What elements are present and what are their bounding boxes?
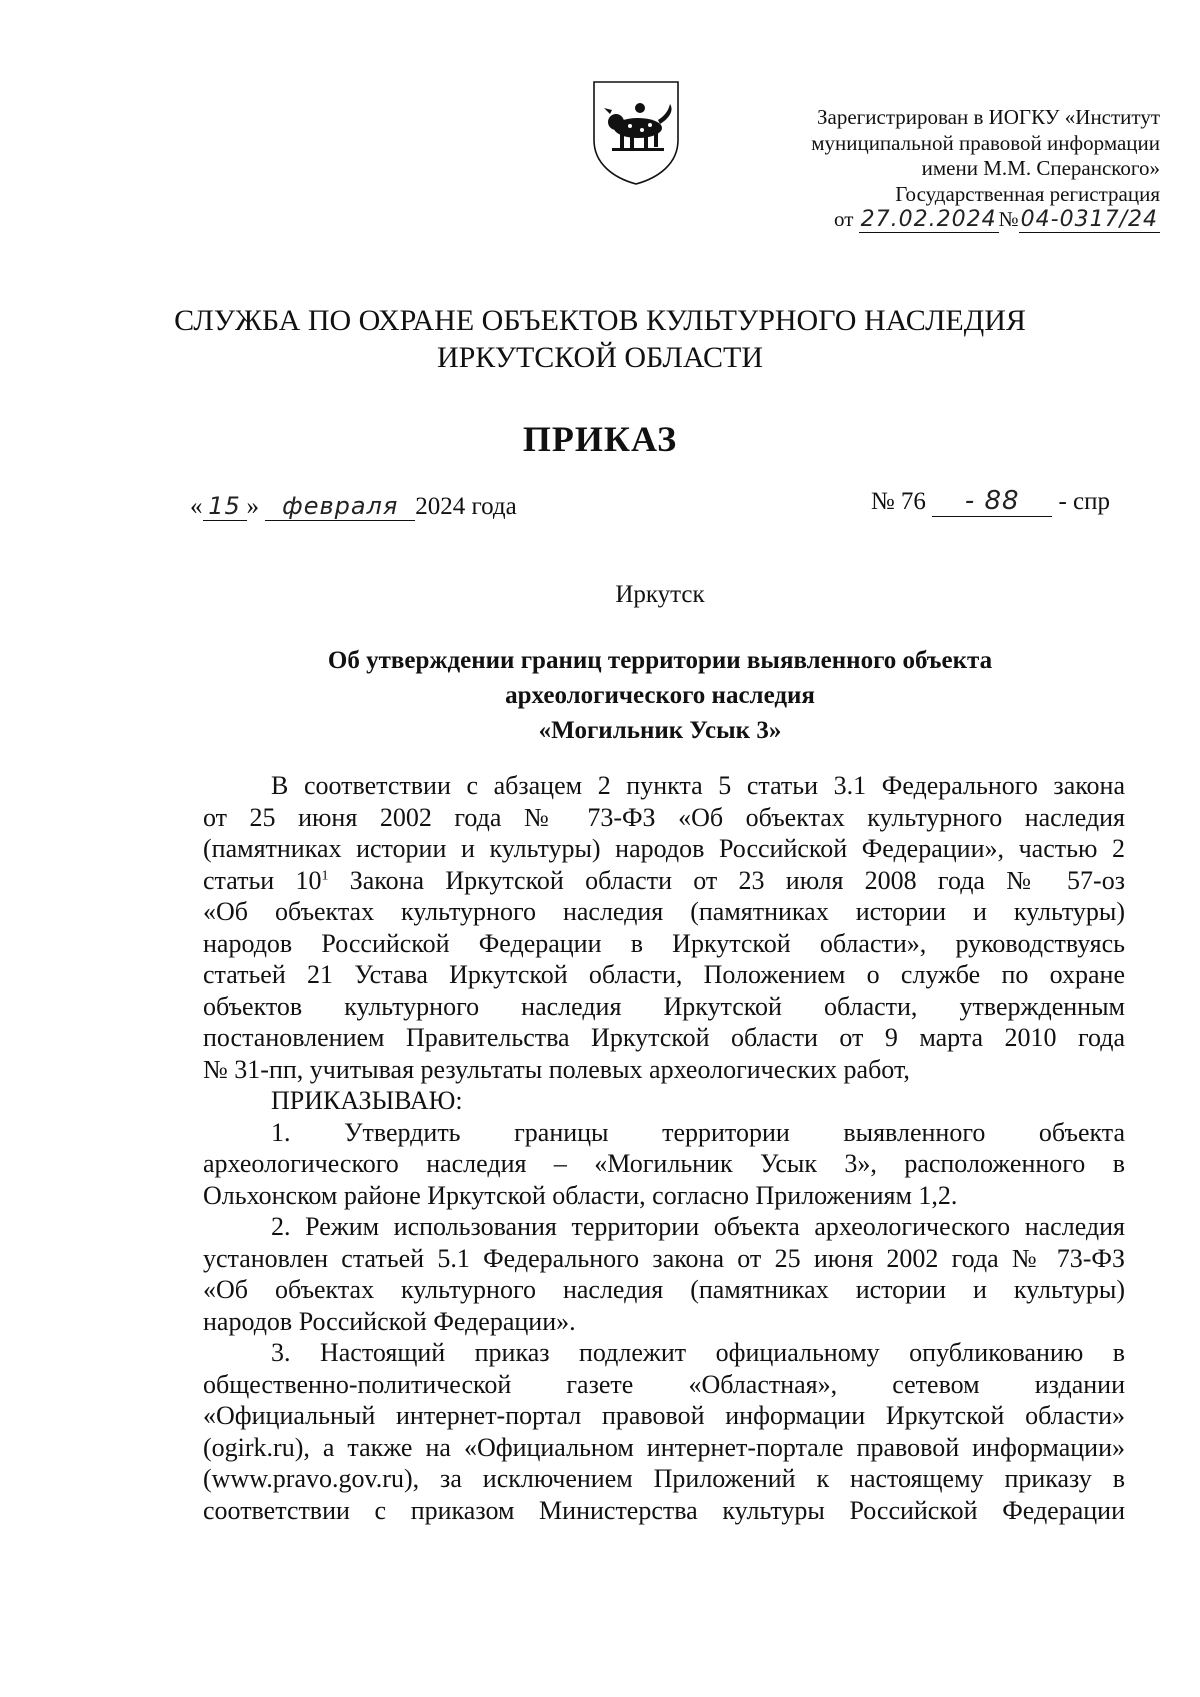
coat-of-arms-emblem <box>590 78 682 186</box>
document-type: ПРИКАЗ <box>522 419 678 459</box>
date-year: 2024 года <box>415 493 517 520</box>
registration-number: 04-0317/24 <box>1020 207 1158 232</box>
order-number-value: - 88 <box>932 486 1052 517</box>
body-line: 1. Утвердить границы территории выявленного объекта <box>271 1117 1125 1147</box>
body-line: статьей 21 Устава Иркутской области, Положением о службе по охране <box>203 960 1125 989</box>
body-line: общественно-политической газете «Областная», сетевом издании <box>203 1369 1125 1399</box>
registration-date: 27.02.2024 <box>860 207 997 232</box>
date-open-quote: « <box>190 493 203 520</box>
order-title-line: Об утверждении границ территории выявленного объекта <box>327 647 993 674</box>
order-number <box>871 486 1110 517</box>
body-line: постановлением Правительства Иркутской области от 9 марта 2010 года <box>203 1023 1125 1052</box>
order-title-line: археологического наследия <box>505 682 815 709</box>
body-line: (www.pravo.gov.ru), за исключением Приложений к настоящему приказу в <box>203 1464 1125 1493</box>
body-line: «Об объектах культурного наследия (памятниках истории и культуры) <box>203 1275 1125 1304</box>
body-line: народов Российской Федерации в Иркутской области», руководствуясь <box>203 928 1125 958</box>
agency-name-line: СЛУЖБА ПО ОХРАНЕ ОБЪЕКТОВ КУЛЬТУРНОГО НАСЛЕДИЯ <box>174 304 1026 337</box>
body-line: 3. Настоящий приказ подлежит официальному опубликованию в <box>271 1338 1125 1367</box>
body-line: Ольхонском районе Иркутской области, согласно Приложениям 1,2. <box>203 1180 958 1210</box>
body-line: археологического наследия – «Могильник Усык 3», расположенного в <box>203 1149 1125 1178</box>
superscript: 1 <box>321 867 329 883</box>
registration-line: имени М.М. Сперанского» <box>921 156 1160 180</box>
registration-from-label: от <box>834 207 854 231</box>
city: Иркутск <box>615 581 705 608</box>
body-line-part: статьи 10 <box>203 865 322 895</box>
order-number-prefix: № 76 <box>870 488 926 515</box>
order-title <box>0 643 1200 748</box>
date-month: февраля <box>265 492 415 521</box>
body-line: № 31-пп, учитывая результаты полевых археологических работ, <box>203 1054 910 1084</box>
body-line: установлен статьей 5.1 Федерального закона от 25 июня 2002 года № 73-ФЗ <box>203 1243 1125 1273</box>
registration-no-label: № <box>998 207 1019 231</box>
body-line: от 25 июня 2002 года № 73-ФЗ «Об объектах культурного наследия <box>203 802 1125 832</box>
registration-stamp <box>740 105 1160 233</box>
registration-date-number <box>740 207 1160 233</box>
registration-line: Зарегистрирован в ИОГКУ «Институт <box>816 105 1160 129</box>
body-line: соответствии с приказом Министерства культуры Российской Федерации <box>203 1495 1125 1525</box>
body-line: (ogirk.ru), а также на «Официальном интернет-портале правовой информации» <box>203 1432 1125 1462</box>
body-line: (памятниках истории и культуры) народов Российской Федерации», частью 2 <box>203 834 1125 863</box>
date-close-quote: » <box>246 493 259 520</box>
body-line: народов Российской Федерации». <box>203 1306 576 1336</box>
order-number-suffix: - спр <box>1058 488 1110 515</box>
order-date <box>190 492 517 521</box>
agency-name-line: ИРКУТСКОЙ ОБЛАСТИ <box>436 341 764 374</box>
date-day: 15 <box>203 492 247 521</box>
body-line: объектов культурного наследия Иркутской области, утвержденным <box>203 991 1125 1021</box>
registration-line: Государственная регистрация <box>895 181 1160 206</box>
registration-line: муниципальной правовой информации <box>811 130 1160 155</box>
order-word: ПРИКАЗЫВАЮ: <box>271 1086 463 1115</box>
body-line: «Официальный интернет-портал правовой информации Иркутской области» <box>203 1401 1125 1430</box>
body-line: В соответствии с абзацем 2 пункта 5 статьи 3.1 Федерального закона <box>271 771 1125 800</box>
body-line-part: Закона Иркутской области от 23 июля 2008 года № 57-оз <box>328 865 1125 895</box>
body-line: 2. Режим использования территории объекта археологического наследия <box>271 1212 1125 1241</box>
order-body <box>203 770 1125 1526</box>
order-title-line: «Могильник Усык 3» <box>538 717 782 744</box>
body-line: «Об объектах культурного наследия (памятниках истории и культуры) <box>203 897 1125 926</box>
agency-name <box>0 302 1200 376</box>
body-line <box>203 865 1125 897</box>
